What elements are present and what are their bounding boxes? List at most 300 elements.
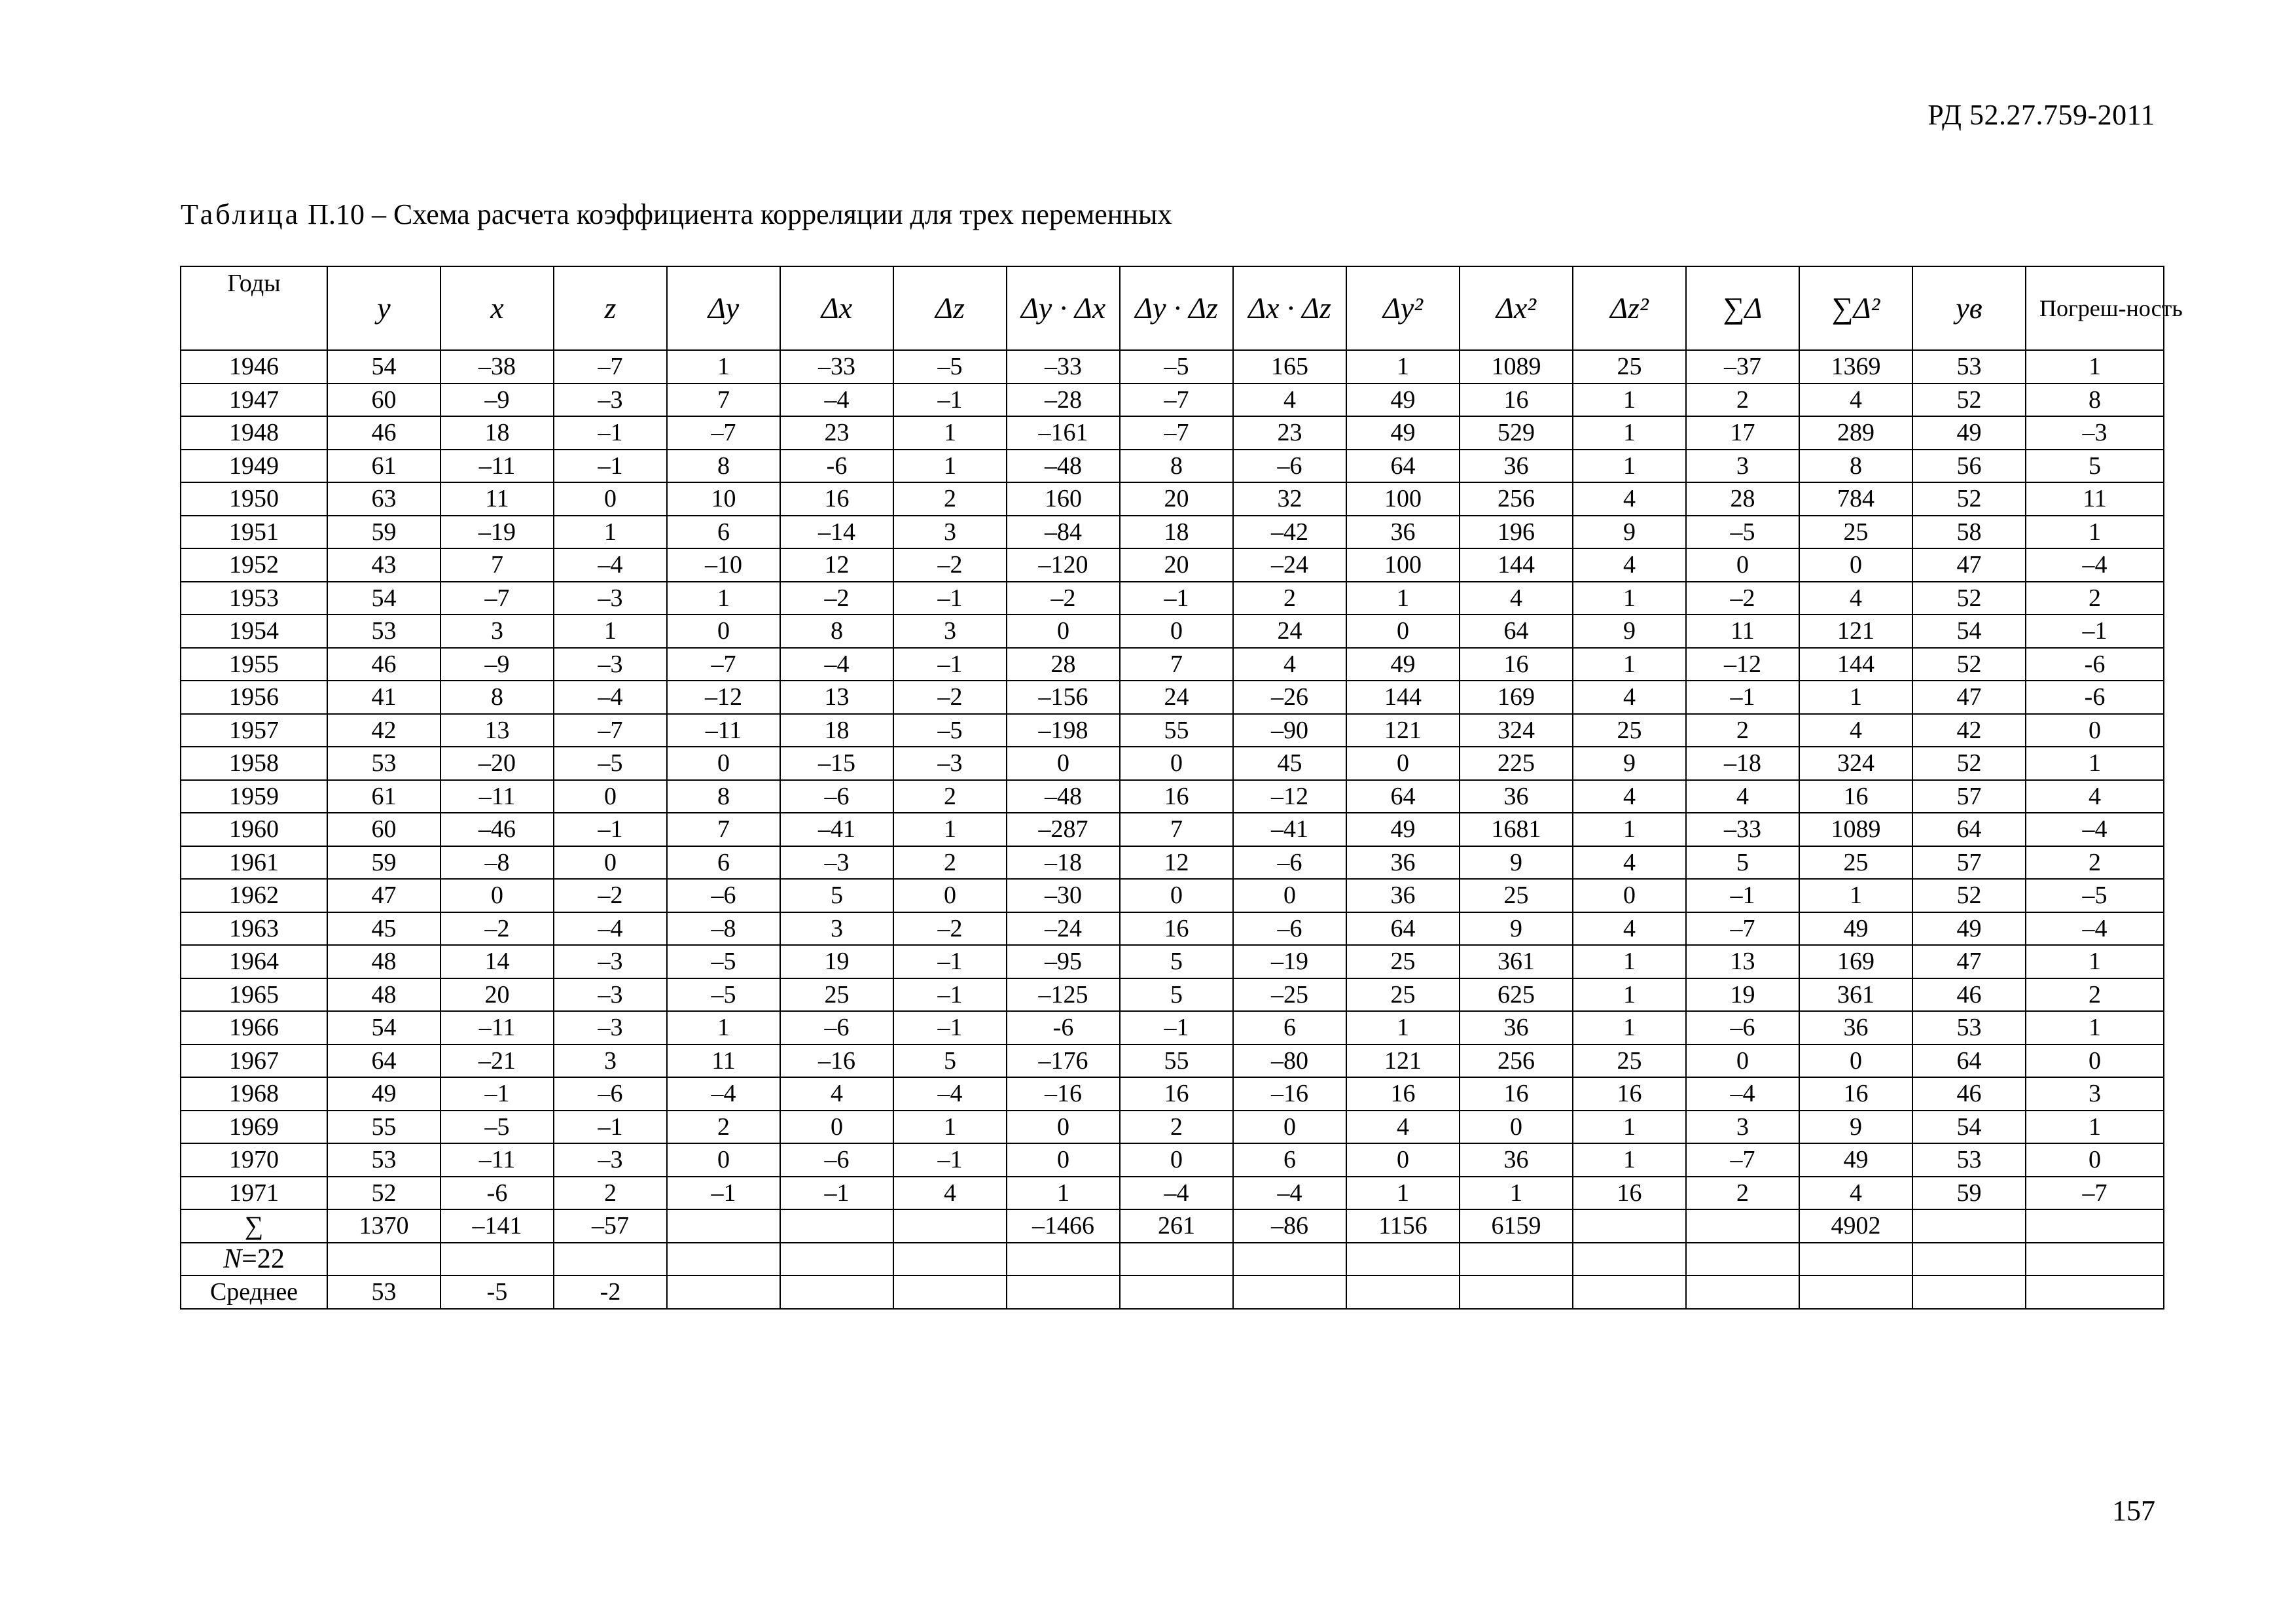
year-cell: 1955: [181, 648, 327, 681]
table-cell: –2: [1686, 582, 1799, 615]
table-row: [181, 548, 2164, 582]
table-cell: 0: [2026, 1044, 2164, 1078]
table-cell: –176: [1007, 1044, 1120, 1078]
table-cell: 1: [667, 350, 780, 383]
table-cell: 1: [667, 582, 780, 615]
table-cell: 0: [2026, 714, 2164, 747]
table-cell: –48: [1007, 780, 1120, 813]
table-cell: –2: [554, 879, 667, 912]
table-cell: 6: [667, 516, 780, 549]
table-cell: 1: [1799, 879, 1912, 912]
table-cell: –2: [893, 912, 1007, 946]
table-cell: 57: [1912, 780, 2026, 813]
table-cell: 4: [1573, 780, 1686, 813]
mean-cell: [780, 1275, 893, 1309]
table-row: [181, 450, 2164, 483]
table-cell: –26: [1233, 681, 1346, 714]
table-row: [181, 780, 2164, 813]
table-row: [181, 1044, 2164, 1078]
table-cell: –33: [780, 350, 893, 383]
table-cell: 0: [667, 747, 780, 780]
table-cell: –1: [893, 978, 1007, 1012]
table-cell: –21: [440, 1044, 554, 1078]
table-cell: 53: [1912, 350, 2026, 383]
table-cell: 1: [2026, 1011, 2164, 1044]
table-cell: -6: [2026, 681, 2164, 714]
table-cell: 4: [1233, 648, 1346, 681]
empty-cell: [2026, 1243, 2164, 1276]
table-cell: 7: [1120, 813, 1233, 846]
table-cell: 196: [1460, 516, 1573, 549]
table-cell: –80: [1233, 1044, 1346, 1078]
table-cell: 25: [1573, 1044, 1686, 1078]
table-cell: 49: [1346, 813, 1460, 846]
table-cell: –4: [2026, 912, 2164, 946]
year-cell: 1947: [181, 383, 327, 417]
table-cell: –6: [780, 1011, 893, 1044]
table-cell: –4: [2026, 813, 2164, 846]
table-cell: 57: [1912, 846, 2026, 880]
table-cell: –16: [780, 1044, 893, 1078]
table-cell: 56: [1912, 450, 2026, 483]
table-cell: 1089: [1799, 813, 1912, 846]
column-header-sum-delta-squared: ∑Δ²: [1799, 266, 1912, 350]
mean-cell: [1460, 1275, 1573, 1309]
empty-cell: [1799, 1243, 1912, 1276]
table-cell: 54: [327, 582, 440, 615]
empty-cell: [1346, 1243, 1460, 1276]
table-cell: 0: [1460, 1111, 1573, 1144]
table-cell: –2: [440, 912, 554, 946]
table-cell: 4: [1346, 1111, 1460, 1144]
table-cell: –5: [2026, 879, 2164, 912]
table-row: [181, 1011, 2164, 1044]
table-cell: 28: [1686, 482, 1799, 516]
table-cell: 47: [1912, 681, 2026, 714]
table-cell: 2: [1686, 383, 1799, 417]
empty-cell: [667, 1243, 780, 1276]
table-cell: 16: [780, 482, 893, 516]
table-cell: 1: [1573, 978, 1686, 1012]
table-cell: 16: [1120, 912, 1233, 946]
column-header-sum-delta: ∑Δ: [1686, 266, 1799, 350]
table-cell: 1369: [1799, 350, 1912, 383]
table-cell: 7: [667, 813, 780, 846]
table-cell: –3: [2026, 416, 2164, 450]
table-cell: –5: [554, 747, 667, 780]
table-cell: –6: [554, 1077, 667, 1111]
table-cell: 24: [1120, 681, 1233, 714]
n-count-cell: [181, 1243, 327, 1276]
total-cell: –141: [440, 1209, 554, 1243]
table-cell: 361: [1460, 945, 1573, 978]
year-cell: 1948: [181, 416, 327, 450]
table-cell: 100: [1346, 548, 1460, 582]
table-cell: –7: [1686, 912, 1799, 946]
table-cell: 10: [667, 482, 780, 516]
table-cell: –46: [440, 813, 554, 846]
table-cell: –1: [1120, 582, 1233, 615]
table-cell: –1: [554, 1111, 667, 1144]
table-cell: 9: [1799, 1111, 1912, 1144]
table-cell: 8: [2026, 383, 2164, 417]
table-cell: 8: [667, 450, 780, 483]
column-header-delta-y-delta-z: Δy · Δz: [1120, 266, 1233, 350]
table-cell: –6: [1233, 846, 1346, 880]
table-cell: 64: [327, 1044, 440, 1078]
empty-cell: [1460, 1243, 1573, 1276]
table-cell: 3: [893, 615, 1007, 648]
table-row: [181, 813, 2164, 846]
table-cell: 16: [1573, 1077, 1686, 1111]
table-cell: 49: [1912, 416, 2026, 450]
table-row: [181, 681, 2164, 714]
table-header-row: [181, 266, 2164, 350]
table-cell: –42: [1233, 516, 1346, 549]
table-cell: 160: [1007, 482, 1120, 516]
table-cell: 0: [554, 780, 667, 813]
year-cell: 1950: [181, 482, 327, 516]
table-cell: –287: [1007, 813, 1120, 846]
table-cell: 1: [1573, 1143, 1686, 1177]
total-cell: 6159: [1460, 1209, 1573, 1243]
table-cell: 0: [1346, 747, 1460, 780]
table-cell: 4: [1573, 846, 1686, 880]
table-cell: 20: [1120, 482, 1233, 516]
year-cell: 1961: [181, 846, 327, 880]
year-cell: 1954: [181, 615, 327, 648]
table-cell: 4: [1460, 582, 1573, 615]
table-cell: –84: [1007, 516, 1120, 549]
table-cell: 61: [327, 780, 440, 813]
table-cell: 49: [1346, 383, 1460, 417]
table-cell: 5: [1120, 978, 1233, 1012]
table-cell: –198: [1007, 714, 1120, 747]
table-cell: 1: [1573, 648, 1686, 681]
table-cell: –1: [2026, 615, 2164, 648]
table-cell: 59: [1912, 1177, 2026, 1210]
table-cell: 42: [1912, 714, 2026, 747]
table-cell: –1: [893, 582, 1007, 615]
table-cell: 16: [1460, 383, 1573, 417]
table-cell: –4: [780, 648, 893, 681]
table-cell: –7: [1120, 383, 1233, 417]
total-cell: [1912, 1209, 2026, 1243]
table-cell: –7: [554, 350, 667, 383]
total-cell: [1686, 1209, 1799, 1243]
table-cell: 36: [1460, 780, 1573, 813]
table-cell: 1: [1573, 383, 1686, 417]
table-cell: –10: [667, 548, 780, 582]
table-cell: –38: [440, 350, 554, 383]
table-cell: –11: [440, 1011, 554, 1044]
table-cell: 324: [1460, 714, 1573, 747]
table-cell: 36: [1346, 879, 1460, 912]
table-cell: 45: [327, 912, 440, 946]
table-cell: 8: [667, 780, 780, 813]
table-body: [181, 350, 2164, 1309]
table-cell: 2: [2026, 582, 2164, 615]
table-cell: –37: [1686, 350, 1799, 383]
total-cell: 1156: [1346, 1209, 1460, 1243]
table-cell: 11: [2026, 482, 2164, 516]
table-cell: 0: [1007, 747, 1120, 780]
column-header-delta-x: Δx: [780, 266, 893, 350]
table-cell: 0: [1346, 615, 1460, 648]
table-cell: 52: [1912, 582, 2026, 615]
table-cell: 36: [1460, 1011, 1573, 1044]
total-cell: [1573, 1209, 1686, 1243]
table-cell: 17: [1686, 416, 1799, 450]
total-cell: 1370: [327, 1209, 440, 1243]
table-cell: 0: [554, 482, 667, 516]
table-cell: 20: [440, 978, 554, 1012]
table-cell: –1: [667, 1177, 780, 1210]
table-cell: 55: [1120, 714, 1233, 747]
table-cell: 5: [1686, 846, 1799, 880]
table-cell: 25: [1460, 879, 1573, 912]
empty-cell: [554, 1243, 667, 1276]
table-cell: 3: [554, 1044, 667, 1078]
table-cell: 2: [893, 482, 1007, 516]
table-cell: –4: [893, 1077, 1007, 1111]
table-cell: –1: [893, 1011, 1007, 1044]
table-cell: 53: [327, 1143, 440, 1177]
table-cell: 4: [1799, 714, 1912, 747]
mean-cell: [1573, 1275, 1686, 1309]
table-cell: 2: [2026, 978, 2164, 1012]
table-cell: 0: [1686, 1044, 1799, 1078]
table-cell: –12: [1686, 648, 1799, 681]
year-cell: 1952: [181, 548, 327, 582]
table-cell: 2: [554, 1177, 667, 1210]
mean-cell: [1233, 1275, 1346, 1309]
table-cell: 52: [327, 1177, 440, 1210]
table-cell: 13: [440, 714, 554, 747]
total-cell: [2026, 1209, 2164, 1243]
table-cell: 121: [1799, 615, 1912, 648]
table-cell: 36: [1460, 450, 1573, 483]
table-cell: –2: [780, 582, 893, 615]
table-cell: –1: [554, 416, 667, 450]
table-row: [181, 879, 2164, 912]
table-cell: 64: [1460, 615, 1573, 648]
table-cell: 1089: [1460, 350, 1573, 383]
table-cell: 23: [780, 416, 893, 450]
column-header-y: y: [327, 266, 440, 350]
table-cell: 0: [1120, 615, 1233, 648]
table-cell: –9: [440, 648, 554, 681]
total-label-cell: ∑: [181, 1209, 327, 1243]
table-cell: 52: [1912, 879, 2026, 912]
table-cell: –12: [667, 681, 780, 714]
table-cell: –25: [1233, 978, 1346, 1012]
table-total-row: [181, 1209, 2164, 1243]
table-cell: 54: [327, 1011, 440, 1044]
year-cell: 1970: [181, 1143, 327, 1177]
table-cell: –4: [780, 383, 893, 417]
table-cell: 46: [1912, 978, 2026, 1012]
table-cell: –3: [554, 648, 667, 681]
table-cell: 25: [780, 978, 893, 1012]
table-cell: 16: [1799, 1077, 1912, 1111]
table-row: [181, 383, 2164, 417]
table-cell: –125: [1007, 978, 1120, 1012]
table-cell: –2: [893, 681, 1007, 714]
table-row: [181, 1111, 2164, 1144]
table-cell: 169: [1460, 681, 1573, 714]
table-cell: 1: [1346, 1177, 1460, 1210]
table-cell: 4: [1573, 912, 1686, 946]
column-header-z: z: [554, 266, 667, 350]
table-row: [181, 912, 2164, 946]
table-cell: 5: [780, 879, 893, 912]
table-cell: –6: [1233, 450, 1346, 483]
table-cell: 0: [893, 879, 1007, 912]
table-cell: 289: [1799, 416, 1912, 450]
table-cell: -6: [2026, 648, 2164, 681]
total-cell: [667, 1209, 780, 1243]
table-cell: –24: [1233, 548, 1346, 582]
table-cell: 54: [1912, 1111, 2026, 1144]
table-cell: 0: [1120, 879, 1233, 912]
year-cell: 1959: [181, 780, 327, 813]
table-cell: 42: [327, 714, 440, 747]
table-cell: 1: [1573, 416, 1686, 450]
empty-cell: [327, 1243, 440, 1276]
table-cell: 144: [1799, 648, 1912, 681]
table-cell: 25: [1346, 978, 1460, 1012]
correlation-table: [180, 266, 2183, 1310]
table-cell: 1: [1573, 450, 1686, 483]
table-cell: 4: [780, 1077, 893, 1111]
table-cell: 36: [1346, 846, 1460, 880]
table-cell: –5: [893, 350, 1007, 383]
year-cell: 1960: [181, 813, 327, 846]
table-cell: 12: [1120, 846, 1233, 880]
column-header-y-computed: yв: [1912, 266, 2026, 350]
table-cell: 2: [893, 780, 1007, 813]
table-cell: –24: [1007, 912, 1120, 946]
table-cell: –1: [893, 945, 1007, 978]
table-cell: 256: [1460, 482, 1573, 516]
table-row: [181, 350, 2164, 383]
total-cell: –57: [554, 1209, 667, 1243]
table-cell: –3: [554, 383, 667, 417]
year-cell: 1957: [181, 714, 327, 747]
table-cell: -6: [780, 450, 893, 483]
table-cell: 1: [2026, 945, 2164, 978]
n-symbol: N: [223, 1243, 242, 1274]
year-cell: 1958: [181, 747, 327, 780]
table-cell: 9: [1460, 912, 1573, 946]
mean-cell: [893, 1275, 1007, 1309]
table-cell: 0: [1233, 879, 1346, 912]
year-cell: 1949: [181, 450, 327, 483]
empty-cell: [893, 1243, 1007, 1276]
table-cell: –11: [440, 1143, 554, 1177]
column-header-x: x: [440, 266, 554, 350]
table-cell: 64: [1346, 450, 1460, 483]
table-cell: 25: [1573, 350, 1686, 383]
table-cell: 1: [1346, 350, 1460, 383]
total-cell: [780, 1209, 893, 1243]
mean-cell: [667, 1275, 780, 1309]
column-header-delta-z: Δz: [893, 266, 1007, 350]
table-cell: 43: [327, 548, 440, 582]
mean-cell: [1912, 1275, 2026, 1309]
table-cell: 3: [1686, 1111, 1799, 1144]
table-cell: 52: [1912, 482, 2026, 516]
table-cell: –12: [1233, 780, 1346, 813]
table-cell: 2: [1120, 1111, 1233, 1144]
table-cell: 25: [1346, 945, 1460, 978]
table-mean-row: [181, 1275, 2164, 1309]
table-cell: 1: [2026, 516, 2164, 549]
table-cell: 0: [1573, 879, 1686, 912]
year-cell: 1953: [181, 582, 327, 615]
table-cell: –3: [554, 582, 667, 615]
table-cell: 16: [1460, 648, 1573, 681]
table-cell: 0: [1120, 747, 1233, 780]
year-cell: 1963: [181, 912, 327, 946]
column-header-delta-x-delta-z: Δx · Δz: [1233, 266, 1346, 350]
table-cell: 0: [667, 615, 780, 648]
table-cell: 1: [554, 516, 667, 549]
table-cell: –4: [554, 681, 667, 714]
year-cell: 1956: [181, 681, 327, 714]
total-cell: 261: [1120, 1209, 1233, 1243]
table-cell: –4: [554, 912, 667, 946]
mean-label-cell: Среднее: [181, 1275, 327, 1309]
total-cell: –1466: [1007, 1209, 1120, 1243]
table-cell: 47: [327, 879, 440, 912]
table-cell: 1: [2026, 1111, 2164, 1144]
table-cell: 2: [1686, 714, 1799, 747]
table-cell: 0: [1686, 548, 1799, 582]
table-cell: 0: [1007, 1111, 1120, 1144]
table-cell: 23: [1233, 416, 1346, 450]
table-cell: 256: [1460, 1044, 1573, 1078]
table-cell: -6: [440, 1177, 554, 1210]
table-cell: –14: [780, 516, 893, 549]
table-row: [181, 1177, 2164, 1210]
table-cell: 9: [1573, 747, 1686, 780]
table-cell: –7: [667, 416, 780, 450]
table-cell: 7: [667, 383, 780, 417]
table-cell: 53: [327, 747, 440, 780]
year-cell: 1967: [181, 1044, 327, 1078]
table-cell: 11: [440, 482, 554, 516]
table-cell: –7: [1120, 416, 1233, 450]
column-header-years: Годы: [181, 266, 327, 350]
table-cell: –4: [554, 548, 667, 582]
table-cell: 59: [327, 846, 440, 880]
table-row: [181, 582, 2164, 615]
table-cell: 41: [327, 681, 440, 714]
table-cell: –7: [667, 648, 780, 681]
table-cell: –7: [440, 582, 554, 615]
table-cell: –2: [1007, 582, 1120, 615]
table-cell: 361: [1799, 978, 1912, 1012]
table-cell: –7: [554, 714, 667, 747]
table-cell: 61: [327, 450, 440, 483]
table-cell: 1: [667, 1011, 780, 1044]
n-value: =22: [242, 1243, 285, 1274]
table-cell: 4: [1573, 548, 1686, 582]
table-cell: 49: [327, 1077, 440, 1111]
table-cell: 55: [1120, 1044, 1233, 1078]
